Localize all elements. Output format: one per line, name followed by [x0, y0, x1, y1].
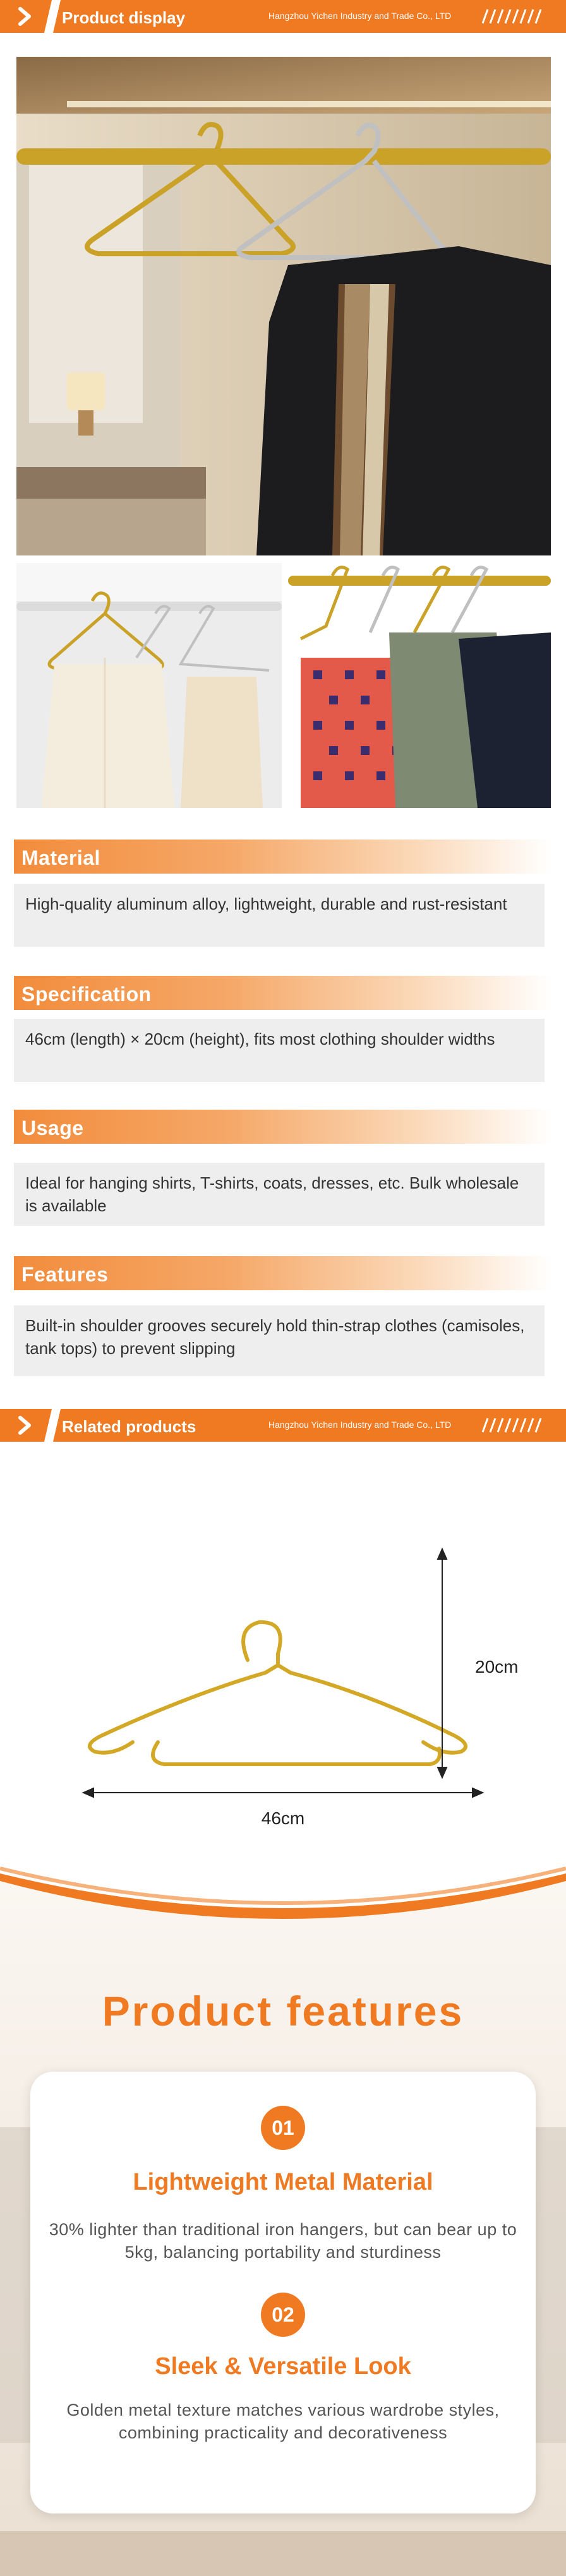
- product-display-banner: [0, 0, 566, 33]
- banner-company: Hangzhou Yichen Industry and Trade Co., LTD: [268, 1420, 452, 1430]
- hanger-drawing: [90, 1622, 466, 1764]
- material-title: Material: [21, 846, 100, 869]
- specification-title: Specification: [21, 983, 152, 1006]
- width-label: 46cm: [261, 1808, 305, 1828]
- feature-description: 30% lighter than traditional iron hangers, but can bear up to 5kg, balancing portability and sturdiness: [49, 2220, 517, 2262]
- product-features-title: Product features: [102, 1988, 464, 2034]
- banner-company: Hangzhou Yichen Industry and Trade Co., LTD: [268, 11, 452, 21]
- feature-heading: Sleek & Versatile Look: [155, 2353, 411, 2380]
- height-label: 20cm: [475, 1657, 519, 1677]
- related-products-banner: [0, 1409, 566, 1442]
- features-title: Features: [21, 1263, 109, 1286]
- hanger-dimension-diagram: [0, 1528, 566, 1843]
- feature-number-badge: 02: [261, 2293, 305, 2337]
- material-description: High-quality aluminum alloy, lightweight, durable and rust-resistant: [14, 884, 545, 947]
- banner-title: Related products: [62, 1417, 196, 1436]
- banner-title: Product display: [62, 8, 186, 27]
- usage-title: Usage: [21, 1117, 84, 1139]
- feature-description: Golden metal texture matches various wardrobe styles, combining practicality and decorativeness: [66, 2401, 500, 2442]
- slash-stripes-icon: [478, 1417, 547, 1433]
- features-section-header: [14, 1256, 552, 1290]
- usage-section-header: [14, 1110, 552, 1144]
- material-section-header: [14, 840, 552, 874]
- shirt-hanger-photo: [16, 563, 282, 808]
- feature-heading: Lightweight Metal Material: [133, 2169, 433, 2195]
- feature-number-badge: 01: [261, 2106, 305, 2150]
- chevron-right-icon: [14, 1414, 37, 1437]
- chevron-right-icon: [14, 5, 37, 28]
- slash-stripes-icon: [478, 8, 547, 25]
- main-product-photo: [16, 57, 551, 555]
- usage-description: Ideal for hanging shirts, T-shirts, coats, dresses, etc. Bulk wholesale is available: [14, 1163, 545, 1226]
- features-description: Built-in shoulder grooves securely hold thin-strap clothes (camisoles, tank tops) to prevent slipping: [14, 1305, 545, 1376]
- specification-section-header: [14, 976, 552, 1010]
- clothes-hanger-photo: [288, 563, 551, 808]
- specification-description: 46cm (length) × 20cm (height), fits most clothing shoulder widths: [14, 1019, 545, 1082]
